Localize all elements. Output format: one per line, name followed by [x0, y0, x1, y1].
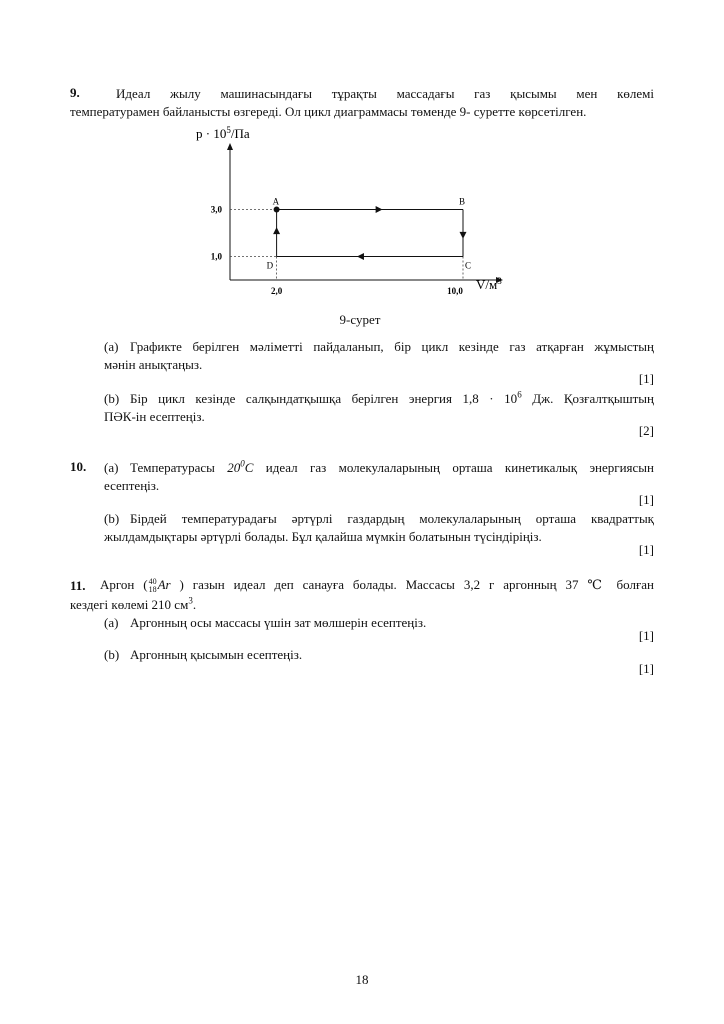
y-tick-label: 1,0: [210, 251, 222, 262]
question-9b-label: (b): [104, 391, 120, 406]
question-11-text-line2: кездегі көлемі 210 $см^3$.: [70, 595, 197, 612]
page-number: 18: [355, 972, 369, 987]
y-tick-label: 3,0: [210, 204, 222, 215]
question-9b-text-pre: Бір цикл кезінде салқындатқышқа берілген энергия: [130, 391, 452, 406]
point-A-dot: [274, 207, 280, 213]
question-10b-text-line1: Бірдей температурадағы әртүрлі газдардың молекулаларының орташа квадраттық: [130, 511, 654, 526]
question-11-number: 11.: [70, 578, 86, 593]
question-11b-label: (b): [104, 647, 120, 662]
question-9b-mark: [2]: [638, 423, 654, 438]
point-label-B: B: [459, 196, 466, 207]
x-axis-title: $V/м^3$: [476, 276, 502, 292]
question-10b-label: (b): [104, 511, 120, 526]
point-label-C: C: [465, 260, 472, 271]
question-10a-mark: [1]: [638, 492, 654, 507]
x-tick-label: 2,0: [270, 286, 283, 296]
question-10b-mark: [1]: [638, 542, 654, 557]
question-9b-text-line1: [130, 390, 654, 408]
x-tick-label: 10,0: [447, 286, 463, 296]
cycle-arrow-DA: [273, 227, 280, 234]
question-11-text-line1: Аргон ( 40 18 Ar ) газын идеал деп санауға болады. Массасы 3,2 г аргонның 37 ℃ болған: [100, 577, 655, 595]
question-9-text-line2: температурамен байланысты өзгереді. Ол цикл диаграммасы төменде 9- суретте көрсетілген.: [70, 104, 587, 119]
question-10b-text-line2: жылдамдықтары әртүрлі болады. Бұл қалайша мүмкін болатынын түсіндіріңіз.: [104, 529, 542, 544]
y-axis-title: $p \cdot 10^5/Па$: [196, 125, 250, 141]
question-9a-text-line2: мәнін анықтаңыз.: [104, 357, 203, 372]
point-label-A: A: [272, 196, 280, 207]
cycle-arrow-CD: [357, 253, 364, 260]
question-10a-text-line1: Температурасы $20^0C$ идеал газ молекулаларының орташа кинетикалық энергиясын: [130, 458, 654, 475]
argon-isotope-numbers: 40 18: [148, 577, 157, 595]
pv-cycle-diagram: [180, 118, 520, 308]
question-10a-temperature: $20^0C$: [227, 458, 254, 475]
question-9b-text-line2: ПӘК-ін есептеңіз.: [104, 409, 205, 424]
question-9b-energy-value: $1,8 \cdot 10^6$: [462, 389, 522, 406]
question-10-number: 10.: [70, 459, 87, 474]
figure-9-caption: 9-сурет: [339, 312, 381, 327]
question-9a-mark: [1]: [638, 371, 654, 386]
question-10a-text-line2: есептеңіз.: [104, 478, 160, 493]
question-9b-text-post: Дж. Қозғалтқыштың: [532, 391, 654, 406]
question-10a-label: (a): [104, 460, 119, 475]
argon-symbol: Ar: [157, 577, 171, 592]
question-11b-text: Аргонның қысымын есептеңіз.: [130, 647, 303, 662]
question-9a-label: (a): [104, 339, 119, 354]
question-9-text-line1: Идеал жылу машинасындағы тұрақты массадағы газ қысымы мен көлемі: [116, 86, 654, 101]
question-11a-label: (a): [104, 615, 119, 630]
question-11a-mark: [1]: [638, 628, 654, 643]
question-11b-mark: [1]: [638, 661, 654, 676]
question-9a-text-line1: Графикте берілген мәліметті пайдаланып, бір цикл кезінде газ атқарған жұмыстың: [130, 339, 654, 354]
cycle-arrow-AB: [376, 206, 383, 213]
point-label-D: D: [266, 260, 274, 271]
cycle-arrow-BC: [460, 232, 467, 239]
question-9-number: 9.: [70, 85, 80, 100]
question-11a-text: Аргонның осы массасы үшін зат мөлшерін есептеңіз.: [130, 615, 427, 630]
